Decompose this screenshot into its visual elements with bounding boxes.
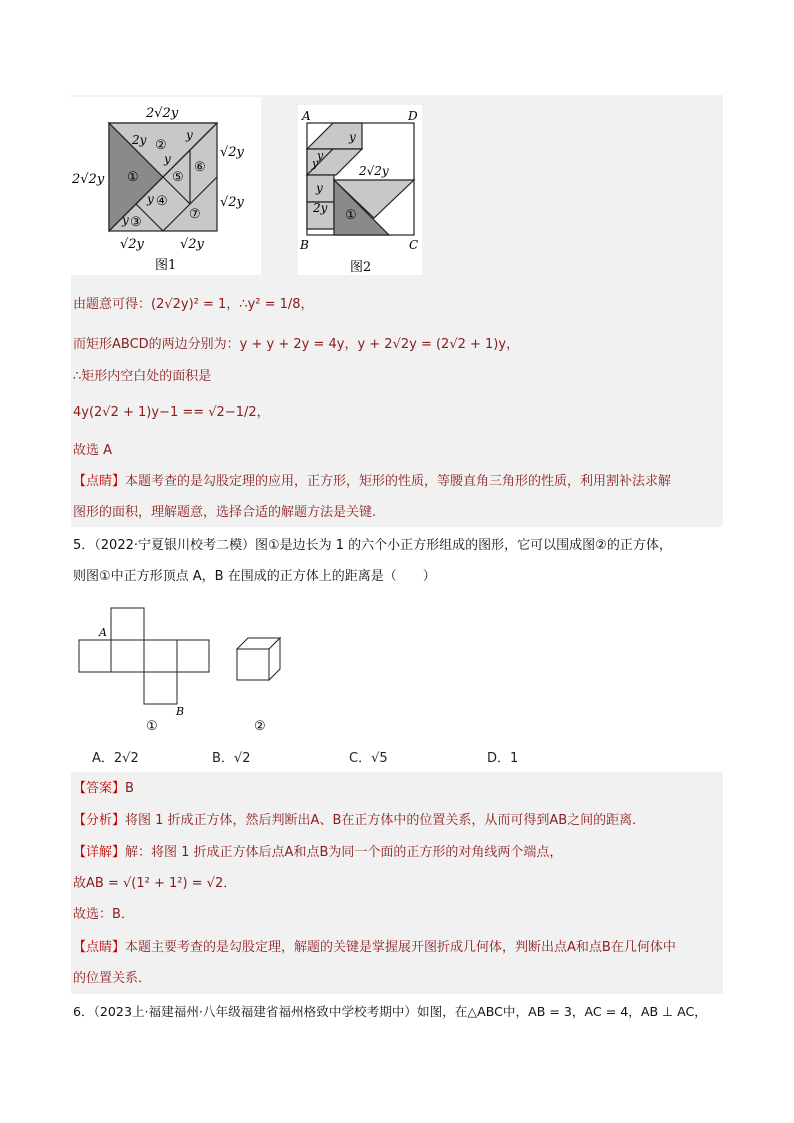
fig1-piece-label-7: ⑦	[189, 207, 201, 222]
fig1-label-top: 2√2y	[146, 106, 179, 121]
dianjing-tag: 【点睛】	[73, 474, 126, 489]
fig2-corner-c: C	[409, 238, 419, 252]
net-label-a: A	[99, 626, 107, 639]
dianjing-line-1	[73, 473, 671, 491]
fig1-piece-label-1: ①	[127, 170, 139, 185]
dianjing5-line-1	[73, 939, 676, 957]
fig1-label-left: 2√2y	[72, 172, 105, 187]
answer-value: B	[125, 781, 134, 796]
fig1-label-y3: y	[147, 192, 154, 206]
detail-text-1: 解：将图 1 折成正方体后点A和点B为同一个面的正方形的对角线两个端点，	[125, 845, 563, 860]
answer-line	[73, 780, 134, 798]
fig1-piece-label-3: ③	[130, 215, 142, 230]
option-a[interactable]: A．2√2	[92, 751, 139, 766]
fig1-caption: 图1	[155, 258, 177, 273]
question-5-line-2: 则图①中正方形顶点 A，B 在围成的正方体上的距离是（ ）	[73, 569, 436, 584]
dianjing5-tag: 【点睛】	[73, 940, 126, 955]
net-label-b: B	[176, 705, 185, 718]
fig1-piece-label-5: ⑤	[172, 170, 184, 185]
net-caption-2: ②	[254, 719, 266, 734]
question-6-line-1: 6．（2023上·福建福州·八年级福建省福州格致中学校考期中）如图，在△ABC中，AB = 3，AC = 4，AB ⊥ AC，	[73, 1004, 707, 1019]
analysis-line	[73, 812, 645, 830]
solution-line-2: 而矩形ABCD的两边分别为：y + y + 2y = 4y，y + 2√2y = (2√2 + 1)y，	[73, 337, 520, 352]
fig1-label-bottom-left: √2y	[120, 237, 144, 252]
fig1-label-y4: y	[122, 213, 129, 227]
fig2-label-tri: 2√2y	[359, 164, 389, 178]
fig1-label-y2: y	[164, 152, 171, 166]
solution-line-5: 故选 A	[73, 443, 113, 458]
fig1-piece-label-2: ②	[155, 138, 167, 153]
fig1-label-2y: 2y	[132, 133, 147, 147]
fig2-label-y4: y	[316, 181, 323, 195]
fig2-label-y3: y	[312, 157, 319, 170]
fig2-piece-label: ①	[345, 208, 357, 223]
fig1-label-right-upper: √2y	[220, 145, 244, 160]
choice-line: 故选：B．	[73, 907, 134, 922]
fig2-caption: 图2	[350, 260, 372, 275]
dianjing5-text-1: 本题主要考查的是勾股定理，解题的关键是掌握展开图折成几何体，判断出点A和点B在几何体中	[125, 940, 676, 955]
dianjing-line-2: 图形的面积，理解题意，选择合适的解题方法是关键.	[73, 505, 377, 520]
detail-tag: 【详解】	[73, 845, 126, 860]
fig2-label-y2: y	[317, 149, 324, 162]
option-d[interactable]: D．1	[487, 751, 519, 766]
figure-1	[71, 97, 261, 275]
fig1-label-bottom-right: √2y	[180, 237, 204, 252]
dianjing-text-1: 本题考查的是勾股定理的应用，正方形，矩形的性质，等腰直角三角形的性质，利用割补法求解	[125, 474, 672, 489]
detail-line-2: 故AB = √(1² + 1²) = √2．	[73, 876, 237, 891]
detail-line-1	[73, 844, 562, 862]
fig1-piece-label-4: ④	[156, 194, 168, 209]
fig2-corner-d: D	[408, 109, 418, 123]
fig1-label-right-lower: √2y	[220, 195, 244, 210]
figure-2	[298, 105, 422, 275]
solution-line-4: 4y(2√2 + 1)y−1 == √2−1/2，	[73, 405, 270, 420]
fig2-label-2y: 2y	[313, 201, 328, 215]
fig2-corner-b: B	[300, 238, 309, 252]
cube-net-figure	[76, 602, 296, 740]
fig2-corner-a: A	[302, 109, 311, 123]
fig1-piece-label-6: ⑥	[194, 160, 206, 175]
answer-tag: 【答案】	[73, 781, 126, 796]
solution-line-3: ∴矩形内空白处的面积是	[73, 369, 212, 384]
fig2-label-y1: y	[349, 130, 356, 144]
dianjing5-line-2: 的位置关系．	[73, 971, 152, 986]
analysis-tag: 【分析】	[73, 813, 126, 828]
question-5-line-1: 5．（2022·宁夏银川校考二模）图①是边长为 1 的六个小正方形组成的图形，它可以围成图②的正方体，	[73, 538, 672, 553]
option-c[interactable]: C．√5	[349, 751, 388, 766]
solution-line-1: 由题意可得：(2√2y)² = 1，∴y² = 1/8，	[73, 297, 314, 312]
net-caption-1: ①	[146, 719, 158, 734]
fig1-label-y1: y	[186, 128, 193, 142]
option-b[interactable]: B．√2	[212, 751, 251, 766]
analysis-text: 将图 1 折成正方体，然后判断出A、B在正方体中的位置关系，从而可得到AB之间的距离．	[125, 813, 646, 828]
